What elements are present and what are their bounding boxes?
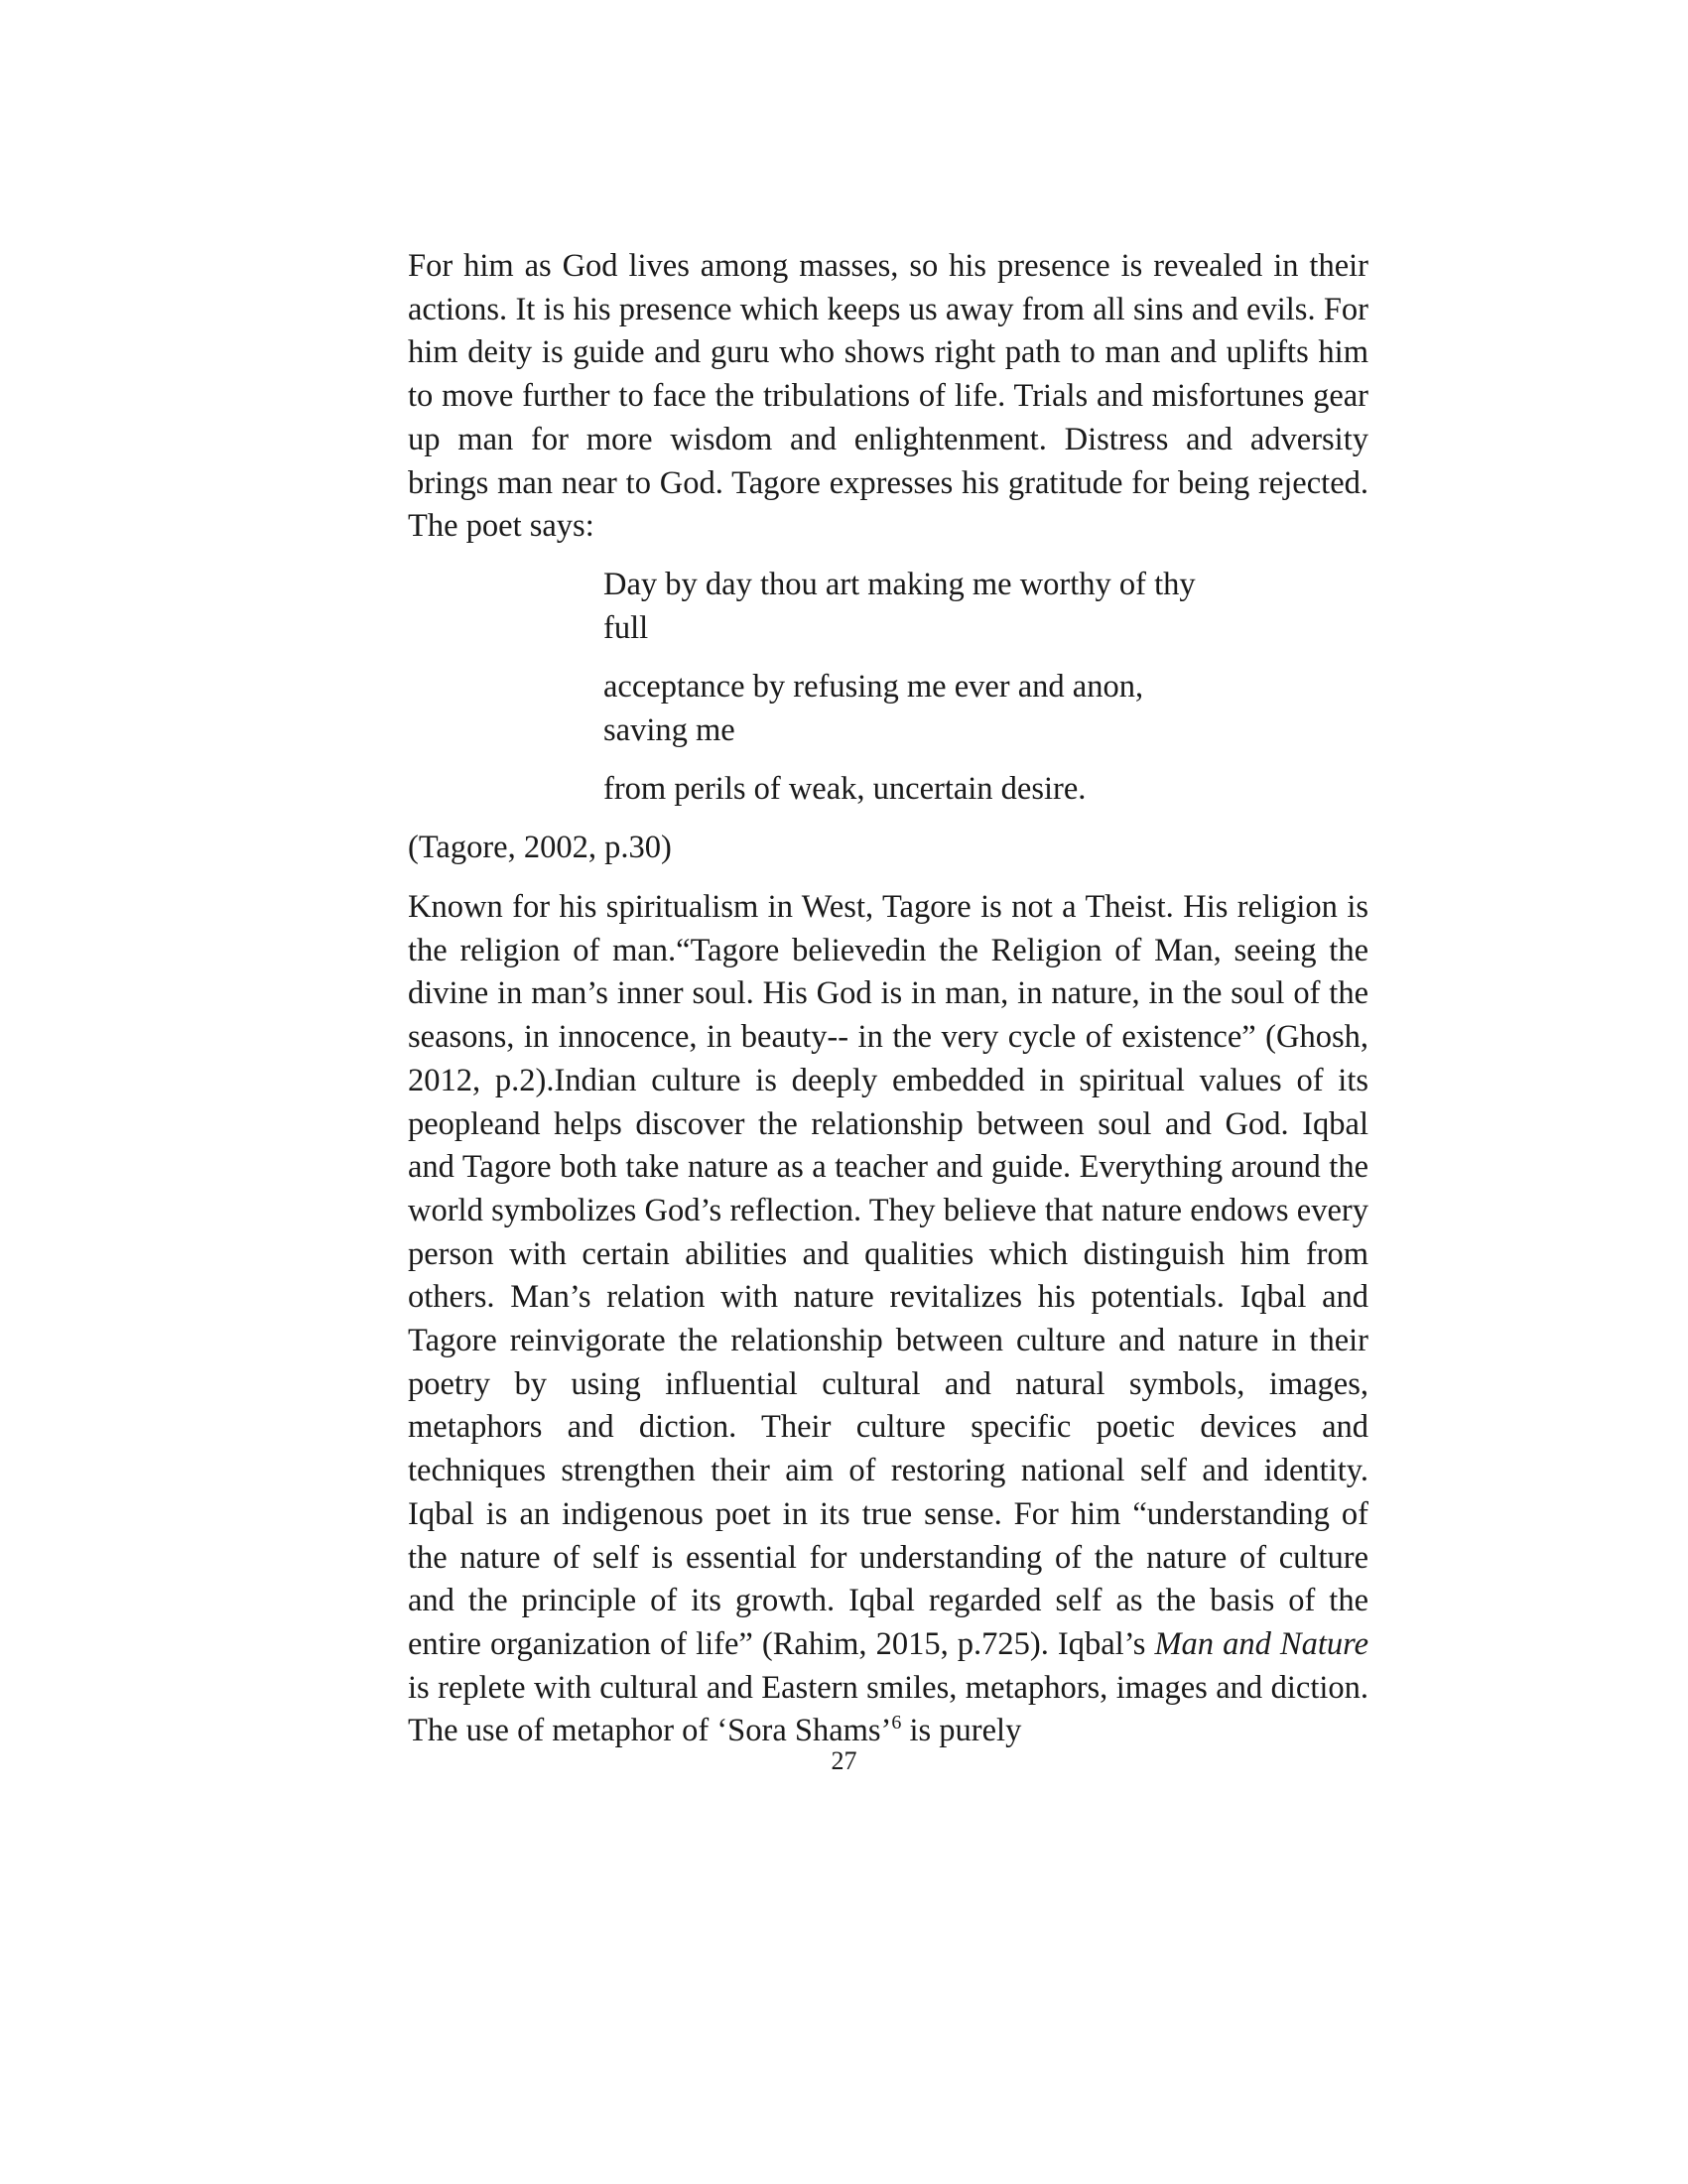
- italic-work-title: Man and Nature: [1154, 1625, 1369, 1662]
- page-number: 27: [831, 1746, 857, 1775]
- paragraph-2-text-middle: is replete with cultural and Eastern smiles, metaphors, images and diction. The use of metaphor of ‘Sora Shams’: [408, 1669, 1368, 1749]
- paragraph-2-text-start: Known for his spiritualism in West, Tagore is not a Theist. His religion is the religion of man.“Tagore believedin the Religion of Man, seeing the divine in man’s inner soul. His God is in man, in nature, in the soul of the seasons, in innocence, in beauty-- in the very cycle of existence” (Ghosh, 2012, p.2).Indian culture is deeply embedded in spiritual values of its peopleand helps discover the relationship between soul and God. Iqbal and Tagore both take nature as a teacher and guide. Everything around the world symbolizes God’s reflection. They believe that nature endows every person with certain abilities and qualities which distinguish him from others. Man’s relation with nature revitalizes his potentials. Iqbal and Tagore reinvigorate the relationship between culture and nature in their poetry by using influential cultural and natural symbols, images, metaphors and diction. Their culture specific poetic devices and techniques strengthen their aim of restoring national self and identity. Iqbal is an indigenous poet in its true sense. For him “understanding of the nature of self is essential for understanding of the nature of culture and the principle of its growth. Iqbal regarded self as the basis of the entire organization of life” (Rahim, 2015, p.725). Iqbal’s: [408, 889, 1368, 1662]
- poem-quote-line-1: Day by day thou art making me worthy of thy full: [603, 567, 1196, 646]
- quote-citation: (Tagore, 2002, p.30): [408, 830, 672, 865]
- body-paragraph-1: For him as God lives among masses, so his presence is revealed in their actions. It is his presence which keeps us away from all sins and evils. For him deity is guide and guru who shows right path to man and uplifts him to move further to face the tribulations of life. Trials and misfortunes gear up man for more wisdom and enlightenment. Distress and adversity brings man near to God. Tagore expresses his gratitude for being rejected. The poet says:: [408, 248, 1368, 545]
- paragraph-2-text-end: is purely: [909, 1713, 1022, 1749]
- footnote-marker: 6: [891, 1712, 902, 1734]
- poem-quote-line-2: acceptance by refusing me ever and anon, saving me: [603, 669, 1144, 748]
- poem-quote-line-3: from perils of weak, uncertain desire.: [603, 771, 1087, 807]
- body-paragraph-2: [408, 886, 1368, 1753]
